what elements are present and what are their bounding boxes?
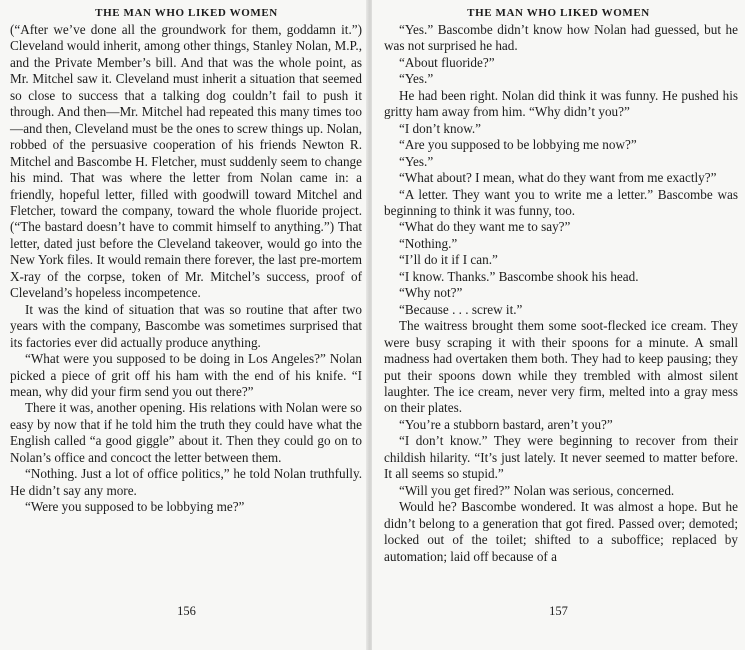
paragraph: “I don’t know.” They were beginning to recover from their childish hilarity. “It’s just lately. It never seemed to matter before. It all seems so stupid.” xyxy=(384,433,738,482)
paragraph: “You’re a stubborn bastard, aren’t you?” xyxy=(399,416,613,432)
paragraph: (“After we’ve done all the groundwork for them, goddamn it.”) Cleveland would inherit, among other things, Stanley Nolan, M.P., and the Private Member’s bill. And that was the whole point, as Mr. Mitchel saw it. Cleveland must inherit a situation that seemed so close to success that a talking dog couldn’t fail to push it through. And then—Mr. Mitchel had repeated this many times too—and then, Cleveland must be the ones to screw things up. Nolan, robbed of the persuasive cooperation of his friends Newton R. Mitchel and Bascombe H. Fletcher, must suddenly seem to change his mind. That was where the letter from Nolan came in: a friendly, hopeful letter, filled with goodwill toward Mitchel and Fletcher, toward the company, toward the whole fluoride project. (“The bastard doesn’t have to commit himself to anything.”) That letter, dated just before the Cleveland takeover, would go into the New York files. It would remain there forever, the last pre-mortem X-ray of the corpse, token of Mr. Mitchel’s success, proof of Cleveland’s hopeless incompetence. xyxy=(10,22,362,301)
paragraph: The waitress brought them some soot-flecked ice cream. They were busy scraping it with their spoons for a minute. A small madness had overtaken them both. They had to keep pausing; they put their spoons down while they trembled with almost silent laughter. The ice cream, never very firm, melted into a gray mess on their plates. xyxy=(384,318,738,416)
paragraph: “Were you supposed to be lobbying me?” xyxy=(25,499,245,515)
paragraph: He had been right. Nolan did think it was funny. He pushed his gritty ham away from him. “Why didn’t you?” xyxy=(384,87,738,120)
paragraph: “What do they want me to say?” xyxy=(399,219,571,235)
paragraph: “Nothing. Just a lot of office politics,” he told Nolan truthfully. He didn’t say any more. xyxy=(10,466,362,498)
paragraph: “Are you supposed to be lobbying me now?” xyxy=(399,137,637,153)
paragraph: “Because . . . screw it.” xyxy=(399,301,523,317)
paragraph: “I don’t know.” xyxy=(399,120,482,136)
paragraph: “A letter. They want you to write me a letter.” Bascombe was beginning to think it was funny, too. xyxy=(384,186,738,218)
paragraph: “What were you supposed to be doing in Los Angeles?” Nolan picked a piece of grit off his ham with the end of his knife. “I mean, why did your firm send you out there?” xyxy=(10,351,362,399)
paragraph: “Yes.” xyxy=(399,153,434,169)
paragraph: Would he? Bascombe wondered. It was almost a hope. But he didn’t belong to a generation that got fired. Passed over; demoted; locked out of the toilet; shifted to a suboffice; replaced by automation; laid off because of a xyxy=(384,499,738,564)
paragraph: “Yes.” Bascombe didn’t know how Nolan had guessed, but he was not surprised he had. xyxy=(384,22,738,54)
running-head-left: THE MAN WHO LIKED WOMEN xyxy=(95,7,278,19)
running-head-right: THE MAN WHO LIKED WOMEN xyxy=(467,7,650,19)
paragraph: “I’ll do it if I can.” xyxy=(399,252,498,268)
right-page-text xyxy=(384,22,738,565)
paragraph: “Why not?” xyxy=(399,285,463,301)
paragraph: “About fluoride?” xyxy=(399,54,495,70)
paragraph: It was the kind of situation that was so routine that after two years with the company, Bascombe was sometimes surprised that its factories ever did actually produce anything. xyxy=(10,301,362,350)
paragraph: “I know. Thanks.” Bascombe shook his head. xyxy=(399,268,639,284)
left-page-text xyxy=(10,22,362,516)
page-number-left: 156 xyxy=(177,604,196,618)
paragraph: “Yes.” xyxy=(399,71,434,87)
paragraph: “Will you get fired?” Nolan was serious, concerned. xyxy=(399,482,675,498)
paragraph: There it was, another opening. His relations with Nolan were so easy by now that if he told him the truth they could have what the English called “a good giggle” about it. Then they could go on to Nolan’s office and concoct the letter between them. xyxy=(10,400,362,465)
page-number-right: 157 xyxy=(549,604,568,618)
left-page xyxy=(0,0,373,650)
paragraph: “Nothing.” xyxy=(399,235,458,251)
paragraph: “What about? I mean, what do they want from me exactly?” xyxy=(399,170,717,186)
right-page xyxy=(372,0,745,650)
